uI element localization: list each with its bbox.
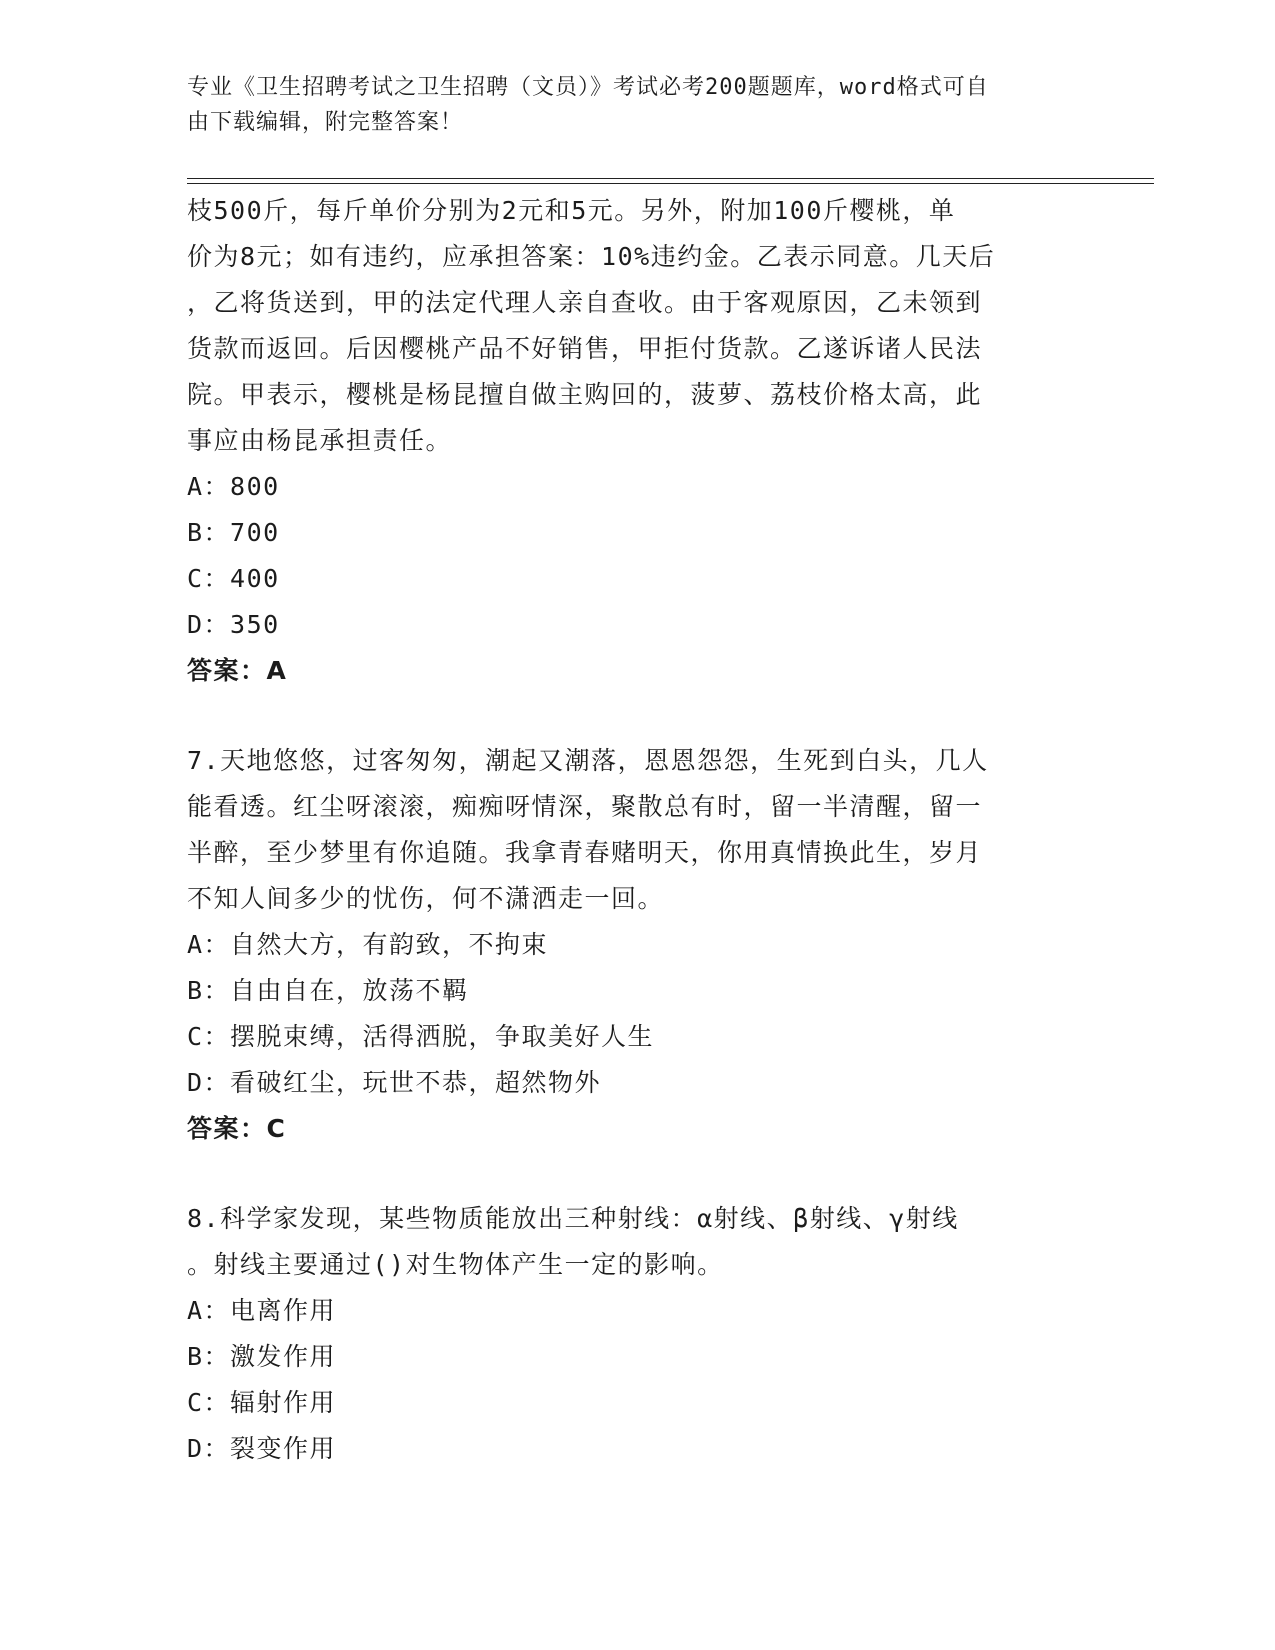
option-a: A：800 <box>187 472 280 501</box>
option-b: B：激发作用 <box>187 1342 337 1371</box>
option-d: D：350 <box>187 610 280 639</box>
header-divider-top <box>187 178 1154 179</box>
question-stem-line: ，乙将货送到，甲的法定代理人亲自查收。由于客观原因，乙未领到 <box>187 288 983 317</box>
option-a: A：自然大方，有韵致，不拘束 <box>187 930 549 959</box>
question-stem-line: 7.天地悠悠，过客匆匆，潮起又潮落，恩恩怨怨，生死到白头，几人 <box>187 746 989 775</box>
option-c: C：400 <box>187 564 280 593</box>
answer-label: 答案：A <box>187 656 288 685</box>
question-stem-line: 半醉，至少梦里有你追随。我拿青春赌明天，你用真情换此生，岁月 <box>187 838 983 867</box>
question-stem-line: 事应由杨昆承担责任。 <box>187 426 453 455</box>
question-spacer <box>187 1152 1087 1196</box>
question-stem-line: 8.科学家发现，某些物质能放出三种射线：α射线、β射线、γ射线 <box>187 1204 959 1233</box>
option-c: C：辐射作用 <box>187 1388 337 1417</box>
header-line-2: 由下载编辑，附完整答案！ <box>187 110 464 135</box>
question-body <box>187 188 1087 1472</box>
question-stem-line: 货款而返回。后因樱桃产品不好销售，甲拒付货款。乙遂诉诸人民法 <box>187 334 983 363</box>
question-7 <box>187 738 1087 1152</box>
question-stem-line: 。射线主要通过()对生物体产生一定的影响。 <box>187 1250 724 1279</box>
question-stem-line: 院。甲表示，樱桃是杨昆擅自做主购回的，菠萝、荔枝价格太高，此 <box>187 380 983 409</box>
option-b: B：700 <box>187 518 280 547</box>
question-stem-line: 价为8元；如有违约，应承担答案：10%违约金。乙表示同意。几天后 <box>187 242 996 271</box>
header-divider-bottom <box>187 183 1154 184</box>
option-a: A：电离作用 <box>187 1296 337 1325</box>
question-stem-line: 枝500斤，每斤单价分别为2元和5元。另外，附加100斤樱桃，单 <box>187 196 956 225</box>
question-stem-line: 能看透。红尘呀滚滚，痴痴呀情深，聚散总有时，留一半清醒，留一 <box>187 792 983 821</box>
question-stem-line: 不知人间多少的忧伤，何不潇洒走一回。 <box>187 884 665 913</box>
question-6 <box>187 188 1087 694</box>
header-line-1: 专业《卫生招聘考试之卫生招聘（文员）》考试必考200题题库，word格式可自 <box>187 75 989 100</box>
answer-label: 答案：C <box>187 1114 287 1143</box>
question-spacer <box>187 694 1087 738</box>
option-d: D：看破红尘，玩世不恭，超然物外 <box>187 1068 602 1097</box>
document-header <box>187 70 1087 140</box>
question-8 <box>187 1196 1087 1472</box>
option-c: C：摆脱束缚，活得洒脱，争取美好人生 <box>187 1022 655 1051</box>
option-d: D：裂变作用 <box>187 1434 337 1463</box>
option-b: B：自由自在，放荡不羁 <box>187 976 469 1005</box>
